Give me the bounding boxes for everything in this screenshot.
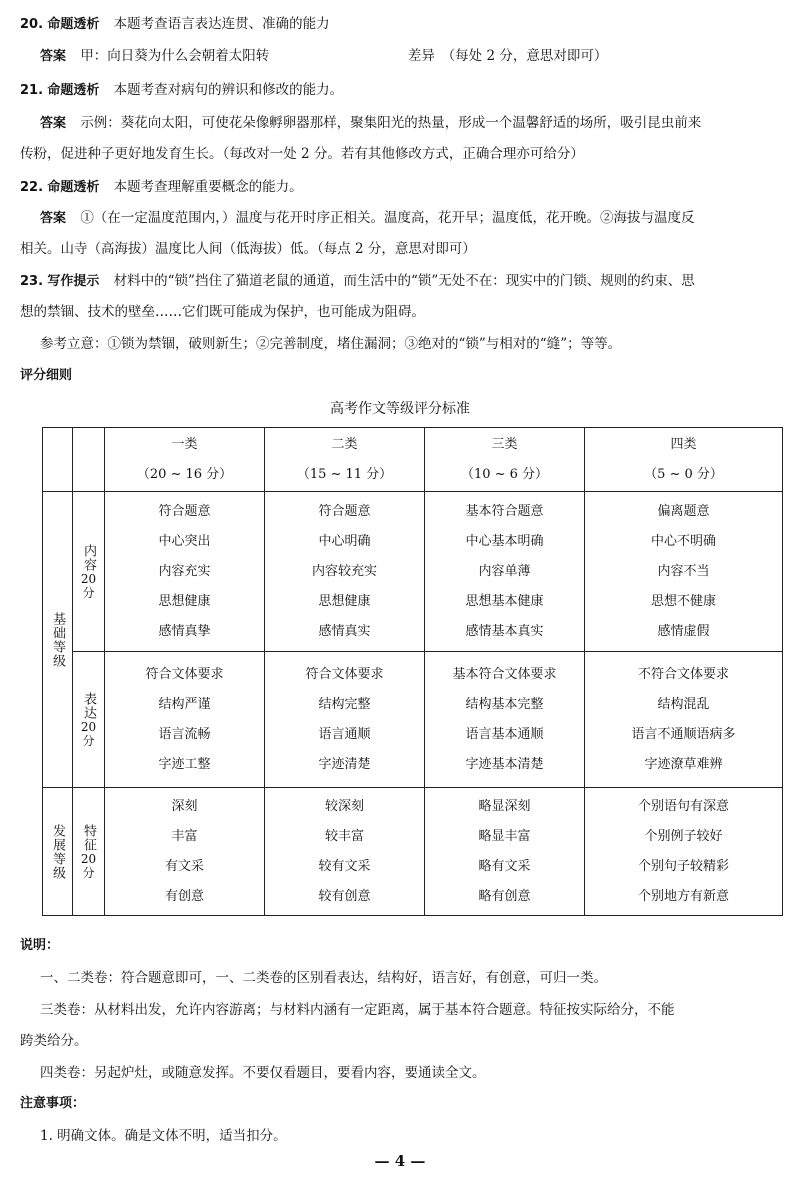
q22-number: 22. xyxy=(20,180,44,195)
expression-class-2: 符合文体要求 结构完整 语言通顺 字迹清楚 xyxy=(265,652,425,788)
q20-answer-label: 答案 xyxy=(40,49,67,64)
q21-heading xyxy=(20,80,343,101)
content-class-4: 偏离题意 中心不明确 内容不当 思想不健康 感情虚假 xyxy=(585,492,783,652)
notes-heading: 说明： xyxy=(20,938,60,953)
header-class-3: 三类 （10 ~ 6 分） xyxy=(425,428,585,492)
q20-answer-tail: 差异 （每处 2 分，意思对即可） xyxy=(407,48,608,64)
q20-text: 本题考查语言表达连贯、准确的能力 xyxy=(113,16,330,32)
note-3: 四类卷：另起炉灶，或随意发挥。不要仅看题目，要看内容，要通读全文。 xyxy=(40,1065,486,1081)
section-content-label: 内容 20 分 xyxy=(73,492,105,652)
note-2a: 三类卷：从材料出发，允许内容游离；与材料内涵有一定距离，属于基本符合题意。特征按实际给分，不能 xyxy=(40,1002,675,1018)
group-basic-label: 基础等级 xyxy=(43,492,73,788)
note-2b: 跨类给分。 xyxy=(20,1033,88,1049)
table-row-content xyxy=(43,492,783,652)
feature-class-2: 较深刻 较丰富 较有文采 较有创意 xyxy=(265,788,425,916)
q21-answer-text1: 示例：葵花向太阳，可使花朵像孵卵器那样，聚集阳光的热量，形成一个温馨舒适的场所，吸引昆虫前来 xyxy=(80,115,702,131)
q20-answer xyxy=(40,46,607,67)
attention-item-1: 1. 明确文体。确是文体不明，适当扣分。 xyxy=(40,1128,287,1144)
q21-number: 21. xyxy=(20,83,44,98)
q21-answer-line1 xyxy=(40,113,701,134)
section-feature-label: 特征 20 分 xyxy=(73,788,105,916)
expression-class-3: 基本符合文体要求 结构基本完整 语言基本通顺 字迹基本清楚 xyxy=(425,652,585,788)
q23-number: 23. xyxy=(20,274,44,289)
table-header-row xyxy=(43,428,783,492)
header-class-1: 一类 （20 ~ 16 分） xyxy=(105,428,265,492)
q20-answer-text: 甲：向日葵为什么会朝着太阳转 xyxy=(80,48,270,64)
corner-cell-2 xyxy=(73,428,105,492)
q22-answer-text1: ①（在一定温度范围内，）温度与花开时序正相关。温度高，花开早；温度低，花开晚。②海拔与温度反 xyxy=(80,210,695,226)
table-caption: 高考作文等级评分标准 xyxy=(330,401,470,417)
feature-class-4: 个别语句有深意 个别例子较好 个别句子较精彩 个别地方有新意 xyxy=(585,788,783,916)
q23-text3: 参考立意：①锁为禁锢，破则新生；②完善制度，堵住漏洞；③绝对的“锁”与相对的“缝”；等等。 xyxy=(40,336,622,352)
q21-text: 本题考查对病句的辨识和修改的能力。 xyxy=(113,82,344,98)
table-row-feature xyxy=(43,788,783,916)
corner-cell xyxy=(43,428,73,492)
q22-answer-line1 xyxy=(40,208,695,229)
rubric-heading: 评分细则 xyxy=(20,368,73,383)
header-class-4: 四类 （5 ~ 0 分） xyxy=(585,428,783,492)
q21-label: 命题透析 xyxy=(47,83,100,98)
header-class-2: 二类 （15 ~ 11 分） xyxy=(265,428,425,492)
q23-text1: 材料中的“锁”挡住了猫道老鼠的通道，而生活中的“锁”无处不在：现实中的门锁、规则的约束、思 xyxy=(113,273,695,289)
q23-text2: 想的禁锢、技术的壁垒……它们既可能成为保护，也可能成为阻碍。 xyxy=(20,304,425,320)
q20-label: 命题透析 xyxy=(47,17,100,32)
note-1: 一、二类卷：符合题意即可，一、二类卷的区别看表达，结构好，语言好，有创意，可归一类。 xyxy=(40,970,607,986)
q22-label: 命题透析 xyxy=(47,180,100,195)
q22-heading xyxy=(20,177,303,198)
expression-class-1: 符合文体要求 结构严谨 语言流畅 字迹工整 xyxy=(105,652,265,788)
q23-heading xyxy=(20,271,695,292)
q23-label: 写作提示 xyxy=(47,274,100,289)
content-class-2: 符合题意 中心明确 内容较充实 思想健康 感情真实 xyxy=(265,492,425,652)
q22-answer-line2: 相关。山寺（高海拔）温度比人间（低海拔）低。（每点 2 分，意思对即可） xyxy=(20,241,476,257)
section-expression-label: 表达 20 分 xyxy=(73,652,105,788)
q22-text: 本题考查理解重要概念的能力。 xyxy=(113,179,303,195)
page-number: — 4 — xyxy=(374,1152,426,1170)
group-development-label: 发展等级 xyxy=(43,788,73,916)
feature-class-3: 略显深刻 略显丰富 略有文采 略有创意 xyxy=(425,788,585,916)
table-row-expression xyxy=(43,652,783,788)
attention-heading: 注意事项： xyxy=(20,1096,86,1111)
feature-class-1: 深刻 丰富 有文采 有创意 xyxy=(105,788,265,916)
q20-number: 20. xyxy=(20,17,44,32)
q22-answer-label: 答案 xyxy=(40,211,67,226)
q21-answer-line2: 传粉，促进种子更好地发育生长。（每改对一处 2 分。若有其他修改方式，正确合理亦可给分） xyxy=(20,146,584,162)
content-class-1: 符合题意 中心突出 内容充实 思想健康 感情真挚 xyxy=(105,492,265,652)
content-class-3: 基本符合题意 中心基本明确 内容单薄 思想基本健康 感情基本真实 xyxy=(425,492,585,652)
expression-class-4: 不符合文体要求 结构混乱 语言不通顺语病多 字迹潦草难辨 xyxy=(585,652,783,788)
q21-answer-label: 答案 xyxy=(40,116,67,131)
q20-heading xyxy=(20,14,330,35)
rubric-table xyxy=(42,427,783,916)
